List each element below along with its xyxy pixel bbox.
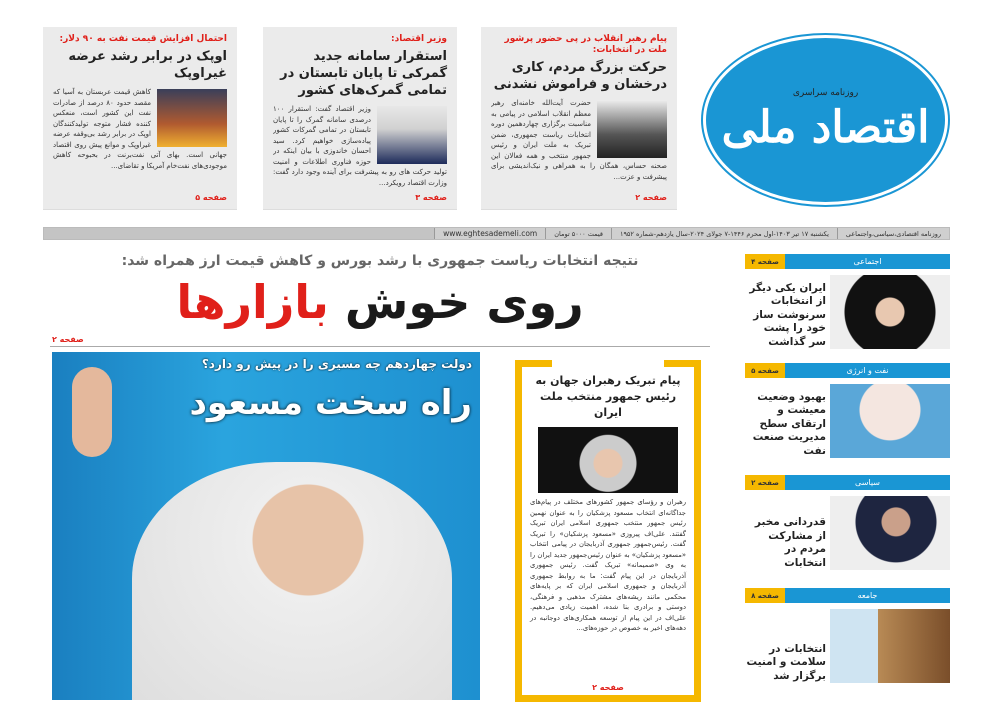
teaser-title: استقرار سامانه جدید گمرکی تا پایان تابستان در تمامی گمرک‌های کشور [280,49,447,98]
section-label: نفت و انرژی [846,366,889,375]
section-page-ref[interactable]: صفحه ۵ [745,363,785,378]
section-label: جامعه [857,591,878,600]
strip-website[interactable]: www.eghtesademeli.com [434,228,545,239]
headline-red: بازارها [176,275,329,329]
teaser-leader-message[interactable] [481,27,677,210]
teaser-title: اوپک در برابر رشد عرضه غیراوپک [68,49,227,81]
strip-section: روزنامه اقتصادی،سیاسی،واجتماعی [837,228,949,239]
box-body: رهبران و رؤسای جمهور کشورهای مختلف در پیام‌های جداگانه‌ای انتخاب مسعود پزشکیان را به عنوان نهمین رئیس جمهور منتخب جمهوری اسلامی ایران تبریک گفتند. علی‌اف پیروزی «مسعود پزشکیان» را تبریک گفت. رئیس‌جمهور جمهوری آذربایجان در پیامی انتخاب «مسعود پزشکیان» به عنوان رئیس‌جمهور جدید ایران را به وی «صمیمانه» تبریک گفت. رئیس جمهوری آذربایجان در این پیام گفت: ما به روابط جمهوری آذربایجان و جمهوری اسلامی ایران که بر پایه‌های محکمی مانند ریشه‌های مشترک مذهبی و فرهنگی، دوستی و برادری بنا شده، اهمیت زیادی می‌دهیم. علی‌اف در این پیام از توسعه همکاری‌های دوجانبه در دهه‌های اخیر به خصوص در حوزه‌های... [530,498,686,632]
teaser-kicker: احتمال افزایش قیمت نفت به ۹۰ دلار: [59,34,227,44]
photo-fist [72,367,112,457]
section-label: سیاسی [855,478,880,487]
info-strip [43,227,950,240]
strip-price: قیمت ۵۰۰۰ تومان [545,228,611,239]
teaser-page-ref[interactable]: صفحه ۵ [195,193,227,202]
box-photo [538,427,678,493]
lead-photo[interactable] [52,352,480,700]
sidebar-item-oil[interactable] [745,363,950,458]
sidebar-title: انتخابات در سلامت و امنیت برگزار شد [746,642,826,682]
main-headline[interactable] [50,272,710,332]
feature-box[interactable] [515,360,701,702]
section-page-ref[interactable]: صفحه ۲ [745,475,785,490]
sidebar-item-society[interactable] [745,588,950,683]
sidebar-photo [830,275,950,349]
divider [50,346,710,347]
teaser-page-ref[interactable]: صفحه ۲ [635,193,667,202]
sidebar-photo [830,384,950,458]
teaser-photo [597,100,667,158]
sidebar-title: بهبود وضعیت معیشت و ارتقای سطح مدیریت صنعت نفت [752,390,826,457]
teaser-photo [377,106,447,164]
sidebar-photo [830,496,950,570]
teaser-body: حضرت آیت‌الله خامنه‌ای رهبر معظم انقلاب اسلامی در پیامی به مناسبت برگزاری چهاردهمین دوره انتخابات ریاست جمهوری، ضمن تبریک به ملت ایران و رئیس جمهور منتخب و همه فعالان این صحنه حساس، همگان را به همراهی و نیک‌اندیشی برای پیشرفت و عزت... [491,99,667,181]
photo-kicker: دولت چهاردهم چه مسیری را در پیش رو دارد؟ [201,357,472,371]
teaser-page-ref[interactable]: صفحه ۳ [415,193,447,202]
photo-figure [132,462,452,700]
sidebar-title: قدردانی مخبر از مشارکت مردم در انتخابات [754,516,826,569]
headline-black: روی خوش [328,275,584,329]
logo-subtitle: روزنامه سراسری [792,87,859,98]
teaser-kicker: پیام رهبر انقلاب در پی حضور پرشور ملت در انتخابات: [504,34,667,55]
headline-page-ref[interactable]: صفحه ۲ [52,335,84,344]
teaser-photo [157,89,227,147]
section-label: اجتماعی [853,257,882,266]
strip-date: یکشنبه ۱۷ تیر ۱۴۰۳-اول محرم ۱۴۴۶-۷ جولای ۲۰۲۴-سال یازدهم-شماره ۱۹۵۲ [611,228,837,239]
teaser-title: حرکت بزرگ مردم، کاری درخشان و فراموش نشدنی [493,60,667,92]
box-page-ref[interactable]: صفحه ۲ [592,683,624,692]
teaser-customs[interactable] [263,27,457,210]
sidebar-photo [830,609,950,683]
logo-title: اقتصاد ملی [721,101,930,153]
sidebar-item-politics[interactable] [745,475,950,570]
sidebar-title: ایران یکی دیگر از انتخابات سرنوشت ساز خود را پشت سر گذاشت [749,281,826,348]
teaser-body: وزیر اقتصاد گفت: استقرار ۱۰۰ درصدی سامانه گمرک را تا پایان تابستان در تمامی گمرکات کشور پیاده‌سازی خواهیم کرد. سید احسان خاندوزی با بیان اینکه در حوزه فناوری اطلاعات و امنیت تولید حرکت های رو به پیشرفت برای آینده وجود دارد گفت: وزارت اقتصاد رویکرد... [273,105,447,187]
photo-title: راه سخت مسعود [189,383,472,423]
section-page-ref[interactable]: صفحه ۴ [745,254,785,269]
section-page-ref[interactable]: صفحه ۸ [745,588,785,603]
teaser-body: کاهش قیمت عربستان به آسیا که مقصد حدود ۸۰ درصد از صادرات نفت این کشور است، منعکس کننده فشار متوجه تولیدکنندگان اوپک در برابر رشد بی‌وقفه عرضه غیراوپک و موانع پیش روی اقتصاد جهانی است. بهای آتی نفت‌برنت در بحبوحه کاهش موجودی‌های نفت‌خام آمریکا و تقاضای... [53,88,227,170]
teaser-opec[interactable] [43,27,237,210]
subheadline: نتیجه انتخابات ریاست جمهوری با رشد بورس و کاهش قیمت ارز همراه شد: [121,253,639,269]
box-title: پیام تبریک رهبران جهان به رئیس جمهور منتخب ملت ایران [535,374,681,419]
sidebar-item-social[interactable] [745,254,950,349]
teaser-kicker: وزیر اقتصاد: [390,34,447,44]
masthead-logo[interactable] [703,35,948,205]
